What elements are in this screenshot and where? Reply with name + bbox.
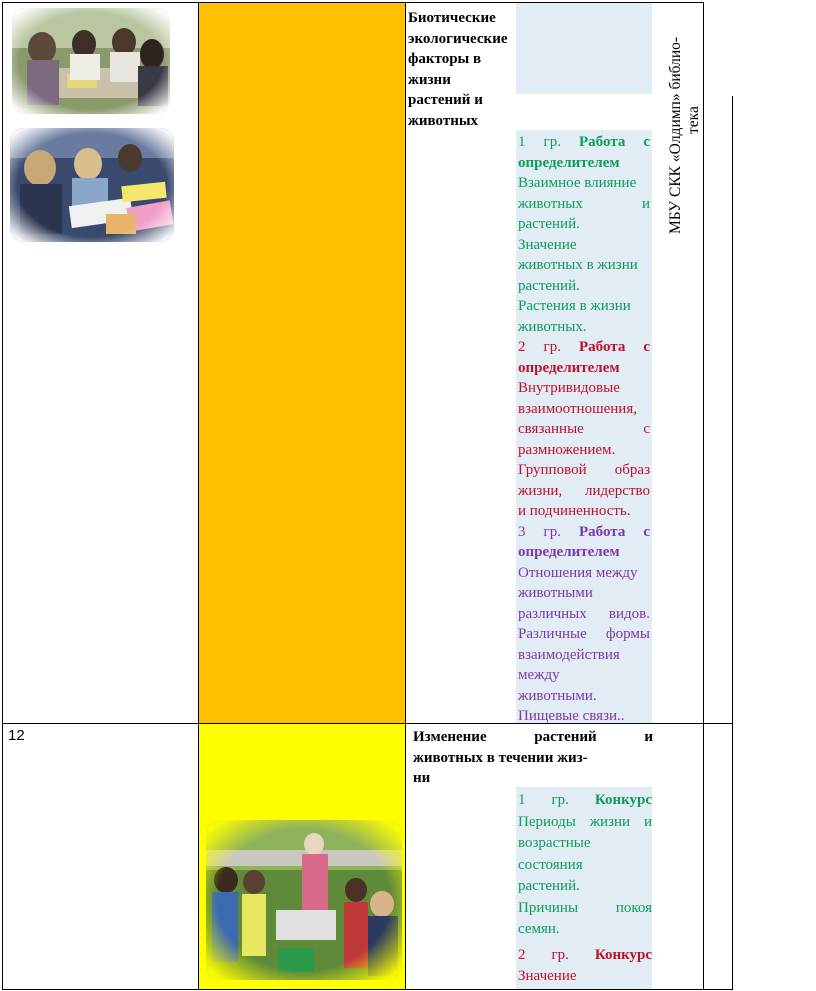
group1-heading [518,132,650,153]
row12-group2-heading [518,945,652,967]
column-divider-3 [703,2,704,990]
topic-line: факторы в [408,51,482,67]
group1-line: растений. [518,216,580,232]
row12-group1-line: возрастные [518,835,591,851]
row12-groups [518,790,652,988]
row12-group1-heading [518,790,652,812]
group1-line: животных. [518,318,587,335]
column-divider-2 [405,2,406,990]
row12-group1-line: растений. [518,878,580,894]
group2-line: Групповой образ [518,462,650,478]
group1-task-line: определителем [518,154,620,171]
topic-line: растений и [408,92,483,108]
group1-line: растений. [518,277,580,294]
group2-line: связанные с [518,421,650,437]
group2-task-line: определителем [518,359,620,376]
group2-heading [518,337,650,358]
group2-line: Внутривидовые [518,380,620,396]
group1-prefix: 1 гр. [518,134,561,150]
row-number: 12 [8,727,25,744]
group3-line: Пищевые связи.. [518,708,625,724]
row12-group2-line: Значение [518,968,577,984]
topic-line: жизни [408,71,451,88]
topic-line: Биотические [408,10,496,26]
group1-line: Растения в жизни [518,298,631,314]
row12-group1-task: Конкурс [594,792,653,808]
topic-line: ни [413,770,431,786]
group3-heading [518,522,650,543]
photo-outdoor-class-with-teacher [206,820,402,980]
row11-groups [518,132,650,727]
photo-children-with-cards [10,128,174,242]
topic-line: экологические [408,30,508,47]
group2-line: жизни, лидерство [518,482,650,499]
group2-line: размножением. [518,441,616,458]
row12-group1-line: состояния [518,856,583,873]
group1-task: Работа с [579,134,651,150]
vertical-note-line: тека [685,106,702,134]
group1-line: Значение [518,236,577,253]
group3-line: животными [518,585,593,601]
column-divider-4 [732,96,733,990]
row12-group2-prefix: 2 гр. [518,946,569,963]
group2-line: взаимоотношения, [518,400,637,417]
group3-line: животными. [518,687,597,704]
row12-topic [413,727,653,789]
table-border-bottom [2,989,733,990]
blue-cell-top [516,2,652,94]
group3-line: взаимодействия [518,646,620,663]
row11-topic [408,8,518,131]
group3-line: между [518,667,560,683]
group2-prefix: 2 гр. [518,339,561,355]
row12-group2-task: Конкурс [594,946,653,963]
table-border-top [2,2,703,3]
group3-line: Отношения между [518,564,638,581]
table-border-left [2,2,3,990]
vertical-note-line: МБУ СКК «Олдимп» библио- [667,36,684,234]
row12-group1-line: семян. [518,921,560,937]
vertical-library-note [667,37,703,234]
topic-line: животных [408,112,479,129]
row12-group1-line: Причины покоя [518,899,652,916]
row12-group1-prefix: 1 гр. [518,792,569,808]
group3-task: Работа с [579,523,651,540]
group3-line: Различные формы [518,626,650,642]
group2-line: и подчиненность. [518,503,631,519]
group3-line: различных видов. [518,605,650,622]
group3-task-line: определителем [518,544,620,560]
group3-prefix: 3 гр. [518,523,561,540]
orange-column [198,2,405,723]
column-divider-1 [198,2,199,990]
topic-line: животных в течении жиз- [413,749,588,766]
group1-line: Взаимное влияние [518,175,637,191]
group1-line: животных в жизни [518,257,638,273]
photo-children-at-table [12,8,170,114]
row12-group1-line: Периоды жизни и [518,813,652,830]
topic-line: Изменение растений и [413,729,653,745]
group2-task: Работа с [579,339,651,355]
group1-line: животных и [518,195,650,212]
